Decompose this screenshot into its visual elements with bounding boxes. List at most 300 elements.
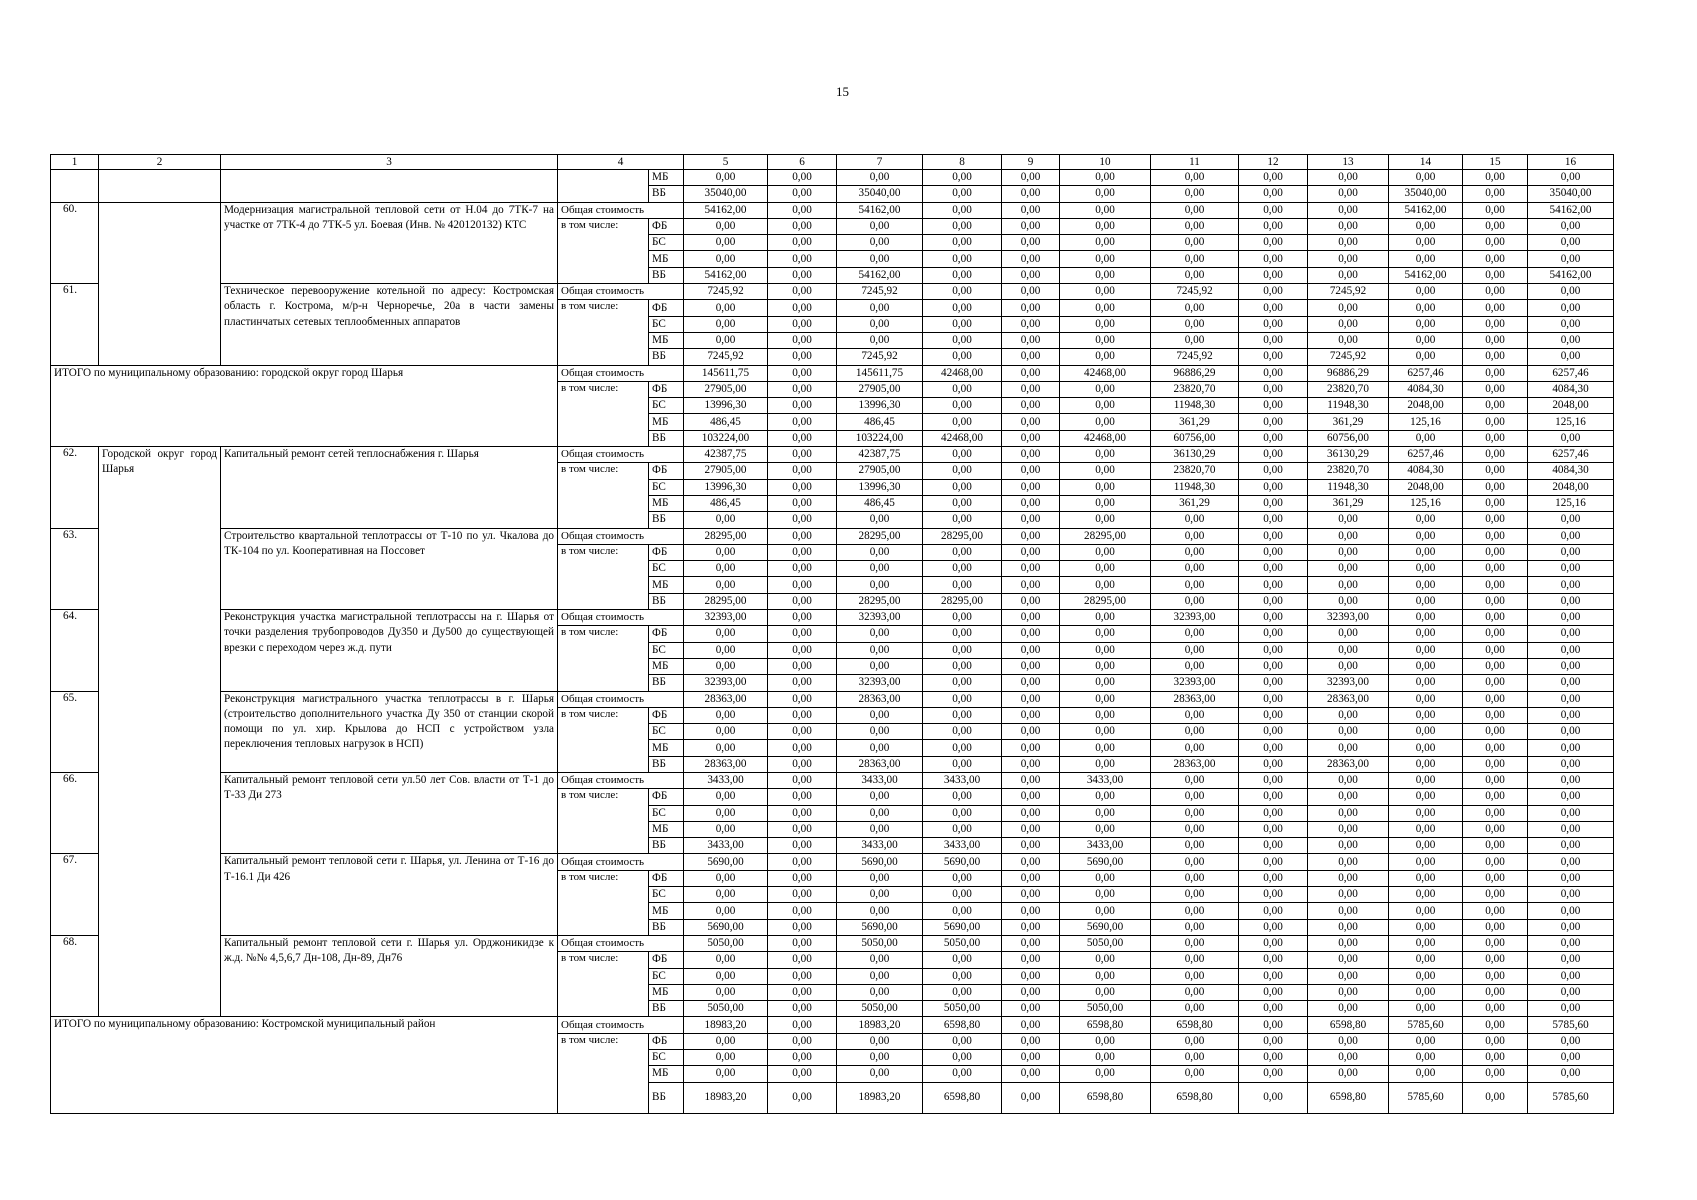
value-cell: 0,00 <box>1308 887 1389 903</box>
value-cell: 0,00 <box>1528 170 1614 186</box>
value-cell: 0,00 <box>1151 935 1239 951</box>
value-cell: 0,00 <box>1389 935 1463 951</box>
value-cell: 6257,46 <box>1389 447 1463 463</box>
value-cell: 0,00 <box>1463 544 1528 560</box>
value-cell: 28363,00 <box>1151 756 1239 772</box>
value-cell: 0,00 <box>923 202 1002 218</box>
value-cell: 32393,00 <box>684 610 768 626</box>
value-cell: 28363,00 <box>684 691 768 707</box>
table-row <box>51 528 1614 544</box>
value-cell: 0,00 <box>837 512 923 528</box>
value-cell: 0,00 <box>768 870 837 886</box>
budget-code: ФБ <box>649 789 684 805</box>
total-cost-label: Общая стоимость <box>558 1017 684 1033</box>
budget-code: ФБ <box>649 463 684 479</box>
value-cell: 13996,30 <box>837 479 923 495</box>
value-cell: 486,45 <box>684 495 768 511</box>
value-cell: 0,00 <box>1002 300 1060 316</box>
value-cell: 0,00 <box>1463 887 1528 903</box>
value-cell: 28363,00 <box>684 756 768 772</box>
value-cell: 3433,00 <box>684 838 768 854</box>
value-cell: 0,00 <box>768 610 837 626</box>
value-cell: 0,00 <box>768 821 837 837</box>
value-cell: 27905,00 <box>837 463 923 479</box>
budget-code: ВБ <box>649 675 684 691</box>
value-cell: 0,00 <box>684 642 768 658</box>
total-cost-label: Общая стоимость <box>558 610 684 626</box>
budget-code: ФБ <box>649 952 684 968</box>
value-cell: 0,00 <box>1002 479 1060 495</box>
value-cell: 0,00 <box>1308 218 1389 234</box>
value-cell: 0,00 <box>1060 610 1151 626</box>
value-cell: 0,00 <box>1151 267 1239 283</box>
value-cell: 0,00 <box>1239 512 1308 528</box>
value-cell: 0,00 <box>1151 707 1239 723</box>
value-cell: 0,00 <box>768 170 837 186</box>
value-cell: 0,00 <box>1308 202 1389 218</box>
value-cell: 0,00 <box>1528 512 1614 528</box>
value-cell: 3433,00 <box>837 772 923 788</box>
value-cell: 0,00 <box>1308 1001 1389 1017</box>
value-cell: 0,00 <box>1308 707 1389 723</box>
value-cell: 0,00 <box>768 1066 837 1082</box>
value-cell: 0,00 <box>1308 870 1389 886</box>
value-cell: 23820,70 <box>1308 381 1389 397</box>
value-cell: 0,00 <box>684 1050 768 1066</box>
value-cell: 6598,80 <box>1060 1082 1151 1113</box>
value-cell: 0,00 <box>1308 658 1389 674</box>
column-header: 7 <box>837 155 923 170</box>
value-cell: 0,00 <box>1239 593 1308 609</box>
value-cell: 6598,80 <box>1308 1082 1389 1113</box>
value-cell: 0,00 <box>1002 626 1060 642</box>
budget-code: ФБ <box>649 381 684 397</box>
value-cell: 0,00 <box>1239 1050 1308 1066</box>
budget-code: МБ <box>649 658 684 674</box>
value-cell: 0,00 <box>1463 610 1528 626</box>
value-cell: 0,00 <box>1528 430 1614 446</box>
value-cell: 0,00 <box>923 707 1002 723</box>
value-cell: 0,00 <box>923 968 1002 984</box>
value-cell: 5690,00 <box>923 919 1002 935</box>
value-cell: 0,00 <box>768 447 837 463</box>
value-cell: 0,00 <box>1528 316 1614 332</box>
value-cell: 0,00 <box>1060 724 1151 740</box>
value-cell: 0,00 <box>923 479 1002 495</box>
column-header: 11 <box>1151 155 1239 170</box>
budget-code: МБ <box>649 495 684 511</box>
value-cell: 0,00 <box>1528 658 1614 674</box>
municipality-cell <box>99 170 221 203</box>
value-cell: 0,00 <box>1389 675 1463 691</box>
value-cell: 0,00 <box>923 870 1002 886</box>
subtotal-row <box>51 1017 1614 1033</box>
item-number: 64. <box>51 610 99 691</box>
value-cell: 0,00 <box>768 919 837 935</box>
column-header: 5 <box>684 155 768 170</box>
value-cell: 0,00 <box>837 789 923 805</box>
value-cell: 0,00 <box>768 887 837 903</box>
value-cell: 0,00 <box>1239 887 1308 903</box>
value-cell: 0,00 <box>1060 170 1151 186</box>
budget-code: МБ <box>649 577 684 593</box>
value-cell: 0,00 <box>1528 772 1614 788</box>
value-cell: 0,00 <box>1060 756 1151 772</box>
value-cell: 0,00 <box>684 789 768 805</box>
value-cell: 0,00 <box>837 332 923 348</box>
value-cell: 32393,00 <box>1308 675 1389 691</box>
value-cell: 0,00 <box>837 724 923 740</box>
value-cell: 5690,00 <box>1060 919 1151 935</box>
value-cell: 11948,30 <box>1151 479 1239 495</box>
value-cell: 0,00 <box>1002 854 1060 870</box>
budget-code: МБ <box>649 414 684 430</box>
budget-code: ВБ <box>649 512 684 528</box>
value-cell: 0,00 <box>768 398 837 414</box>
including-label: в том числе: <box>558 544 649 609</box>
value-cell: 0,00 <box>1463 332 1528 348</box>
value-cell: 28295,00 <box>923 528 1002 544</box>
value-cell: 0,00 <box>923 398 1002 414</box>
value-cell: 145611,75 <box>684 365 768 381</box>
value-cell: 0,00 <box>1151 316 1239 332</box>
value-cell: 3433,00 <box>1060 838 1151 854</box>
budget-code: БС <box>649 968 684 984</box>
value-cell: 0,00 <box>1463 398 1528 414</box>
value-cell: 0,00 <box>1239 805 1308 821</box>
budget-code: ВБ <box>649 593 684 609</box>
budget-code: БС <box>649 805 684 821</box>
table-row <box>51 610 1614 626</box>
including-label: в том числе: <box>558 381 649 446</box>
value-cell: 0,00 <box>1239 870 1308 886</box>
value-cell: 2048,00 <box>1389 479 1463 495</box>
value-cell: 0,00 <box>1528 1066 1614 1082</box>
value-cell: 36130,29 <box>1308 447 1389 463</box>
value-cell: 0,00 <box>1528 854 1614 870</box>
value-cell: 0,00 <box>768 316 837 332</box>
value-cell: 0,00 <box>1308 528 1389 544</box>
total-cost-label: Общая стоимость <box>558 447 684 463</box>
value-cell: 28363,00 <box>1308 691 1389 707</box>
value-cell: 0,00 <box>1463 870 1528 886</box>
value-cell: 0,00 <box>1060 414 1151 430</box>
value-cell: 0,00 <box>768 218 837 234</box>
item-description: Капитальный ремонт тепловой сети г. Шарья, ул. Ленина от Т-16 до Т-16.1 Ди 426 <box>221 854 558 935</box>
including-label: в том числе: <box>558 218 649 283</box>
value-cell: 0,00 <box>1463 251 1528 267</box>
value-cell: 0,00 <box>1060 316 1151 332</box>
value-cell: 7245,92 <box>1151 349 1239 365</box>
value-cell: 0,00 <box>1151 854 1239 870</box>
value-cell: 0,00 <box>768 772 837 788</box>
value-cell: 0,00 <box>1239 724 1308 740</box>
value-cell: 0,00 <box>1528 610 1614 626</box>
including-label: в том числе: <box>558 870 649 935</box>
value-cell: 0,00 <box>1463 1082 1528 1113</box>
value-cell: 0,00 <box>1463 593 1528 609</box>
value-cell: 0,00 <box>1528 626 1614 642</box>
value-cell: 28363,00 <box>1151 691 1239 707</box>
value-cell: 0,00 <box>837 1033 923 1049</box>
value-cell: 0,00 <box>923 512 1002 528</box>
value-cell: 0,00 <box>1463 479 1528 495</box>
value-cell: 0,00 <box>684 300 768 316</box>
value-cell: 0,00 <box>684 658 768 674</box>
value-cell: 0,00 <box>837 870 923 886</box>
value-cell: 0,00 <box>768 903 837 919</box>
value-cell: 486,45 <box>837 495 923 511</box>
value-cell: 0,00 <box>1239 365 1308 381</box>
value-cell: 0,00 <box>1389 821 1463 837</box>
page-number: 15 <box>836 84 849 99</box>
value-cell: 0,00 <box>923 251 1002 267</box>
value-cell: 125,16 <box>1389 495 1463 511</box>
value-cell: 0,00 <box>1463 984 1528 1000</box>
value-cell: 0,00 <box>1389 691 1463 707</box>
value-cell: 0,00 <box>923 805 1002 821</box>
value-cell: 0,00 <box>1239 381 1308 397</box>
value-cell: 0,00 <box>1151 528 1239 544</box>
value-cell: 5785,60 <box>1389 1017 1463 1033</box>
column-header: 10 <box>1060 155 1151 170</box>
total-cost-label: Общая стоимость <box>558 772 684 788</box>
value-cell: 0,00 <box>768 300 837 316</box>
value-cell: 0,00 <box>1002 316 1060 332</box>
value-cell: 0,00 <box>1002 887 1060 903</box>
value-cell: 361,29 <box>1151 414 1239 430</box>
subtotal-row <box>51 365 1614 381</box>
table-row <box>51 447 1614 463</box>
value-cell: 5690,00 <box>837 854 923 870</box>
value-cell: 0,00 <box>1463 1050 1528 1066</box>
value-cell: 0,00 <box>923 561 1002 577</box>
value-cell: 0,00 <box>1002 186 1060 202</box>
value-cell: 0,00 <box>923 267 1002 283</box>
value-cell: 0,00 <box>1463 202 1528 218</box>
value-cell: 5785,60 <box>1389 1082 1463 1113</box>
value-cell: 0,00 <box>1151 952 1239 968</box>
value-cell: 0,00 <box>923 789 1002 805</box>
value-cell: 0,00 <box>923 414 1002 430</box>
budget-code: ВБ <box>649 349 684 365</box>
value-cell: 0,00 <box>1151 512 1239 528</box>
item-number: 61. <box>51 284 99 365</box>
including-label: в том числе: <box>558 463 649 528</box>
value-cell: 0,00 <box>1002 903 1060 919</box>
value-cell: 0,00 <box>768 479 837 495</box>
budget-code: ВБ <box>649 267 684 283</box>
value-cell: 0,00 <box>1002 675 1060 691</box>
value-cell: 0,00 <box>1239 332 1308 348</box>
value-cell: 0,00 <box>1002 952 1060 968</box>
budget-code: ВБ <box>649 186 684 202</box>
value-cell: 28295,00 <box>1060 593 1151 609</box>
value-cell: 0,00 <box>1463 838 1528 854</box>
value-cell: 0,00 <box>768 642 837 658</box>
table-row <box>51 772 1614 788</box>
value-cell: 7245,92 <box>1308 349 1389 365</box>
value-cell: 0,00 <box>684 561 768 577</box>
column-header: 6 <box>768 155 837 170</box>
value-cell: 5785,60 <box>1528 1082 1614 1113</box>
value-cell: 0,00 <box>1060 218 1151 234</box>
value-cell: 6257,46 <box>1528 447 1614 463</box>
value-cell: 0,00 <box>1463 316 1528 332</box>
value-cell: 0,00 <box>1239 821 1308 837</box>
value-cell: 28295,00 <box>923 593 1002 609</box>
column-header: 13 <box>1308 155 1389 170</box>
including-label: в том числе: <box>558 626 649 691</box>
item-description: Капитальный ремонт тепловой сети ул.50 лет Сов. власти от Т-1 до Т-33 Ди 273 <box>221 772 558 853</box>
value-cell: 0,00 <box>1308 1050 1389 1066</box>
value-cell: 0,00 <box>1308 724 1389 740</box>
value-cell: 0,00 <box>1239 218 1308 234</box>
value-cell: 0,00 <box>1308 267 1389 283</box>
value-cell: 0,00 <box>1060 479 1151 495</box>
value-cell: 0,00 <box>1528 919 1614 935</box>
value-cell: 5690,00 <box>1060 854 1151 870</box>
value-cell: 0,00 <box>923 756 1002 772</box>
value-cell: 35040,00 <box>684 186 768 202</box>
budget-code: БС <box>649 235 684 251</box>
column-header: 14 <box>1389 155 1463 170</box>
value-cell: 0,00 <box>1463 658 1528 674</box>
value-cell: 0,00 <box>837 1066 923 1082</box>
value-cell: 0,00 <box>1060 284 1151 300</box>
value-cell: 0,00 <box>1528 235 1614 251</box>
value-cell: 28363,00 <box>837 691 923 707</box>
value-cell: 0,00 <box>1308 821 1389 837</box>
value-cell: 0,00 <box>1151 1050 1239 1066</box>
value-cell: 0,00 <box>1151 300 1239 316</box>
subtotal-title: ИТОГО по муниципальному образованию: городской округ город Шарья <box>51 365 558 446</box>
item-number: 62. <box>51 447 99 528</box>
value-cell: 4084,30 <box>1389 381 1463 397</box>
value-cell: 0,00 <box>1308 561 1389 577</box>
value-cell: 27905,00 <box>684 463 768 479</box>
value-cell: 0,00 <box>1463 447 1528 463</box>
value-cell: 0,00 <box>1389 1050 1463 1066</box>
value-cell: 0,00 <box>684 887 768 903</box>
municipality-name <box>99 202 221 365</box>
value-cell: 0,00 <box>1002 365 1060 381</box>
value-cell: 0,00 <box>837 544 923 560</box>
value-cell: 0,00 <box>1463 919 1528 935</box>
value-cell: 145611,75 <box>837 365 923 381</box>
value-cell: 0,00 <box>1463 1033 1528 1049</box>
value-cell: 0,00 <box>1389 707 1463 723</box>
value-cell: 7245,92 <box>1151 284 1239 300</box>
value-cell: 0,00 <box>1239 316 1308 332</box>
value-cell: 54162,00 <box>837 267 923 283</box>
value-cell: 0,00 <box>837 626 923 642</box>
value-cell: 0,00 <box>1463 740 1528 756</box>
value-cell: 0,00 <box>1060 235 1151 251</box>
value-cell: 0,00 <box>1060 463 1151 479</box>
value-cell: 0,00 <box>1463 935 1528 951</box>
column-header: 12 <box>1239 155 1308 170</box>
budget-code: ФБ <box>649 544 684 560</box>
value-cell: 0,00 <box>1060 251 1151 267</box>
value-cell: 0,00 <box>923 349 1002 365</box>
value-cell: 6257,46 <box>1389 365 1463 381</box>
value-cell: 0,00 <box>1528 968 1614 984</box>
value-cell: 0,00 <box>1060 561 1151 577</box>
value-cell: 0,00 <box>1151 1001 1239 1017</box>
value-cell: 0,00 <box>1528 251 1614 267</box>
value-cell: 0,00 <box>1389 528 1463 544</box>
value-cell: 0,00 <box>684 903 768 919</box>
value-cell: 0,00 <box>1002 789 1060 805</box>
including-label: в том числе: <box>558 789 649 854</box>
value-cell: 0,00 <box>1528 528 1614 544</box>
total-cost-label: Общая стоимость <box>558 935 684 951</box>
value-cell: 0,00 <box>837 218 923 234</box>
value-cell: 125,16 <box>1528 495 1614 511</box>
value-cell: 27905,00 <box>684 381 768 397</box>
value-cell: 0,00 <box>837 821 923 837</box>
value-cell: 0,00 <box>923 186 1002 202</box>
value-cell: 0,00 <box>1308 186 1389 202</box>
value-cell: 0,00 <box>1463 903 1528 919</box>
value-cell: 0,00 <box>1002 919 1060 935</box>
value-cell: 6598,80 <box>923 1082 1002 1113</box>
value-cell: 0,00 <box>1002 267 1060 283</box>
value-cell: 6257,46 <box>1528 365 1614 381</box>
value-cell: 0,00 <box>1060 186 1151 202</box>
value-cell: 5050,00 <box>837 1001 923 1017</box>
item-number: 68. <box>51 935 99 1016</box>
value-cell: 42387,75 <box>837 447 923 463</box>
value-cell: 0,00 <box>1239 756 1308 772</box>
total-cost-label: Общая стоимость <box>558 528 684 544</box>
including-label: в том числе: <box>558 300 649 365</box>
value-cell: 35040,00 <box>837 186 923 202</box>
municipality-name: Городской округ город Шарья <box>99 447 221 1017</box>
value-cell: 0,00 <box>1002 495 1060 511</box>
value-cell: 0,00 <box>1389 838 1463 854</box>
value-cell: 0,00 <box>1528 756 1614 772</box>
value-cell: 0,00 <box>1463 349 1528 365</box>
value-cell: 0,00 <box>1002 1017 1060 1033</box>
value-cell: 0,00 <box>1060 658 1151 674</box>
value-cell: 0,00 <box>923 447 1002 463</box>
budget-code: ВБ <box>649 1001 684 1017</box>
budget-code: МБ <box>649 903 684 919</box>
value-cell: 0,00 <box>1151 870 1239 886</box>
value-cell: 0,00 <box>768 658 837 674</box>
value-cell: 0,00 <box>1060 381 1151 397</box>
column-header: 1 <box>51 155 99 170</box>
value-cell: 5690,00 <box>837 919 923 935</box>
value-cell: 0,00 <box>1060 740 1151 756</box>
item-description: Строительство квартальной теплотрассы от Т-10 по ул. Чкалова до ТК-104 по ул. Кооперативная на Поссовет <box>221 528 558 609</box>
value-cell: 32393,00 <box>1151 610 1239 626</box>
value-cell: 0,00 <box>768 691 837 707</box>
value-cell: 0,00 <box>1002 984 1060 1000</box>
value-cell: 0,00 <box>1151 642 1239 658</box>
value-cell: 5690,00 <box>684 919 768 935</box>
value-cell: 0,00 <box>1308 919 1389 935</box>
value-cell: 18983,20 <box>684 1017 768 1033</box>
value-cell: 18983,20 <box>837 1017 923 1033</box>
value-cell: 0,00 <box>1151 1066 1239 1082</box>
value-cell: 18983,20 <box>837 1082 923 1113</box>
value-cell: 0,00 <box>1389 626 1463 642</box>
value-cell: 0,00 <box>684 707 768 723</box>
value-cell: 54162,00 <box>1389 202 1463 218</box>
